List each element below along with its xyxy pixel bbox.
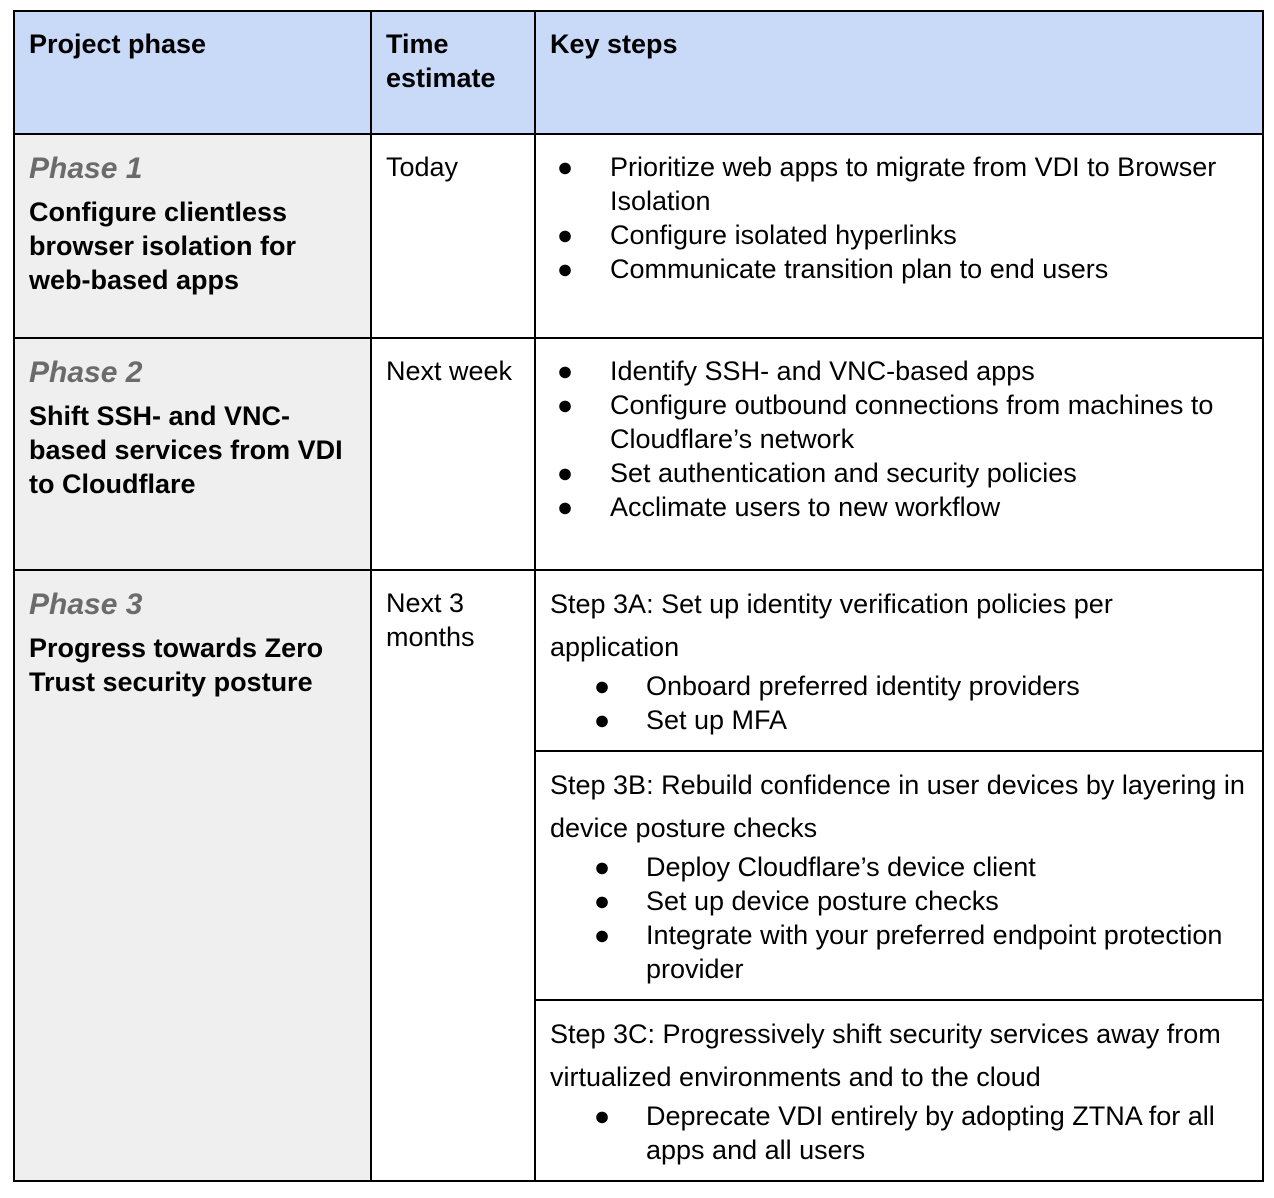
bullet-icon: ● [556, 356, 574, 386]
substep-title: Step 3A: Set up identity verification policies per application [550, 589, 1113, 662]
list-item: ● Identify SSH- and VNC-based apps [550, 354, 1248, 388]
phase-label: Phase 3 [29, 588, 143, 621]
table-row-phase-1 [14, 134, 1263, 338]
key-steps-cell [535, 338, 1263, 570]
phase-description: Progress towards Zero Trust security posture [29, 633, 324, 697]
phase-cell [14, 134, 371, 338]
list-item: ● Deploy Cloudflare’s device client [550, 850, 1248, 884]
header-time-estimate: Time estimate [371, 11, 535, 134]
substep-3c-cell [535, 1000, 1263, 1181]
bullet-icon: ● [593, 852, 611, 882]
substep-3b-cell [535, 751, 1263, 1000]
time-estimate: Next 3 months [371, 570, 535, 1181]
key-steps-cell [535, 134, 1263, 338]
phase-label: Phase 1 [29, 152, 143, 185]
list-item: ● Integrate with your preferred endpoint protection provider [550, 918, 1248, 986]
project-plan-table [13, 10, 1264, 1182]
bullet-icon: ● [593, 886, 611, 916]
phase-cell [14, 570, 371, 1181]
bullet-icon: ● [556, 220, 574, 250]
table-row-phase-2 [14, 338, 1263, 570]
bullet-icon: ● [593, 671, 611, 701]
bullet-icon: ● [556, 390, 574, 420]
header-row [14, 11, 1263, 134]
time-estimate: Next week [371, 338, 535, 570]
list-item: ● Configure outbound connections from machines to Cloudflare’s network [550, 388, 1248, 456]
substep-title: Step 3B: Rebuild confidence in user devices by layering in device posture checks [550, 770, 1245, 843]
list-item: ● Set up device posture checks [550, 884, 1248, 918]
list-item: ● Communicate transition plan to end users [550, 252, 1248, 286]
phase-description: Configure clientless browser isolation for web-based apps [29, 197, 297, 295]
bullet-icon: ● [593, 920, 611, 950]
phase-cell [14, 338, 371, 570]
substep-list [550, 850, 1248, 986]
steps-list [550, 150, 1248, 286]
substep-list [550, 1099, 1248, 1167]
phase-description: Shift SSH- and VNC-based services from VDI to Cloudflare [29, 401, 343, 499]
header-key-steps: Key steps [535, 11, 1263, 134]
time-estimate: Today [371, 134, 535, 338]
list-item: ● Acclimate users to new workflow [550, 490, 1248, 524]
bullet-icon: ● [593, 705, 611, 735]
bullet-icon: ● [593, 1101, 611, 1131]
substep-title: Step 3C: Progressively shift security services away from virtualized environments and to the cloud [550, 1019, 1221, 1092]
table-row-phase-3 [14, 570, 1263, 751]
bullet-icon: ● [556, 254, 574, 284]
bullet-icon: ● [556, 492, 574, 522]
list-item: ● Onboard preferred identity providers [550, 669, 1248, 703]
list-item: ● Set authentication and security policies [550, 456, 1248, 490]
bullet-icon: ● [556, 152, 574, 182]
substep-list [550, 669, 1248, 737]
steps-list [550, 354, 1248, 524]
phase-label: Phase 2 [29, 356, 143, 389]
header-project-phase: Project phase [14, 11, 371, 134]
list-item: ● Deprecate VDI entirely by adopting ZTNA for all apps and all users [550, 1099, 1248, 1167]
list-item: ● Set up MFA [550, 703, 1248, 737]
bullet-icon: ● [556, 458, 574, 488]
list-item: ● Prioritize web apps to migrate from VDI to Browser Isolation [550, 150, 1248, 218]
substep-3a-cell [535, 570, 1263, 751]
list-item: ● Configure isolated hyperlinks [550, 218, 1248, 252]
